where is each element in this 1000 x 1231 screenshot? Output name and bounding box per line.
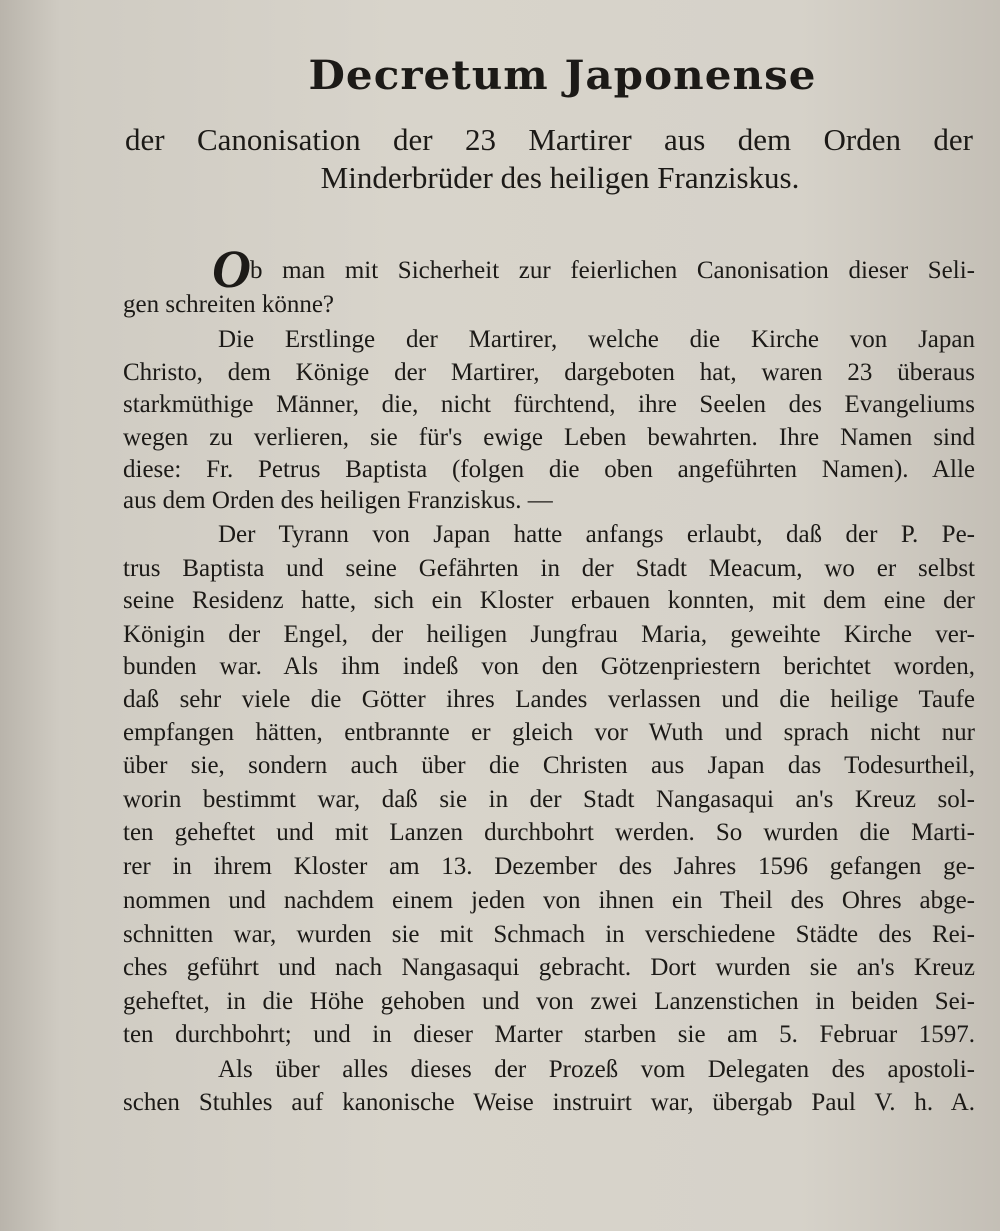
text-line: schen Stuhles auf kanonische Weise instruirt war, übergab Paul V. h. A. [123,1089,975,1116]
text-line: gen schreiten könne? [123,291,335,318]
text-line: bunden war. Als ihm indeß von den Götzenpriestern berichtet worden, [123,653,975,680]
text-line: Christo, dem Könige der Martirer, dargeboten hat, waren 23 überaus [123,359,975,386]
text-line: Als über alles dieses der Prozeß vom Delegaten des apostoli- [218,1056,975,1083]
text-line: seine Residenz hatte, sich ein Kloster erbauen konnten, mit dem eine der [123,587,975,614]
text-line: b man mit Sicherheit zur feierlichen Canonisation dieser Seli- [250,257,975,284]
text-line: starkmüthige Männer, die, nicht fürchtend, ihre Seelen des Evangeliums [123,391,975,418]
text-line: rer in ihrem Kloster am 13. Dezember des Jahres 1596 gefangen ge- [123,853,975,880]
text-line: wegen zu verlieren, sie für's ewige Leben bewahrten. Ihre Namen sind [123,424,975,451]
text-line: ches geführt und nach Nangasaqui gebracht. Dort wurden sie an's Kreuz [123,954,975,981]
text-line: schnitten war, wurden sie mit Schmach in verschiedene Städte des Rei- [123,921,975,948]
text-line: trus Baptista und seine Gefährten in der Stadt Meacum, wo er selbst [123,555,975,582]
text-line: empfangen hätten, entbrannte er gleich vor Wuth und sprach nicht nur [123,719,975,746]
text-line: worin bestimmt war, daß sie in der Stadt Nangasaqui an's Kreuz sol- [123,786,975,813]
page-title: Decretum Japonense [308,52,817,99]
drop-cap: O [212,239,251,299]
text-line: Königin der Engel, der heiligen Jungfrau Maria, geweihte Kirche ver- [123,621,975,648]
subtitle-line: der Canonisation der 23 Martirer aus dem Orden der [125,122,973,157]
text-line: daß sehr viele die Götter ihres Landes verlassen und die heilige Taufe [123,686,975,713]
text-line: nommen und nachdem einem jeden von ihnen ein Theil des Ohres abge- [123,887,975,914]
text-line: aus dem Orden des heiligen Franziskus. — [123,487,553,514]
text-line: ten geheftet und mit Lanzen durchbohrt werden. So wurden die Marti- [123,819,975,846]
text-line: ten durchbohrt; und in dieser Marter starben sie am 5. Februar 1597. [123,1021,975,1048]
subtitle-line: Minderbrüder des heiligen Franziskus. [320,160,800,195]
text-line: diese: Fr. Petrus Baptista (folgen die oben angeführten Namen). Alle [123,456,975,483]
text-line: Der Tyrann von Japan hatte anfangs erlaubt, daß der P. Pe- [218,521,975,548]
text-line: geheftet, in die Höhe gehoben und von zwei Lanzenstichen in beiden Sei- [123,988,975,1015]
text-line: Die Erstlinge der Martirer, welche die Kirche von Japan [218,326,975,353]
text-line: über sie, sondern auch über die Christen aus Japan das Todesurtheil, [123,752,975,779]
